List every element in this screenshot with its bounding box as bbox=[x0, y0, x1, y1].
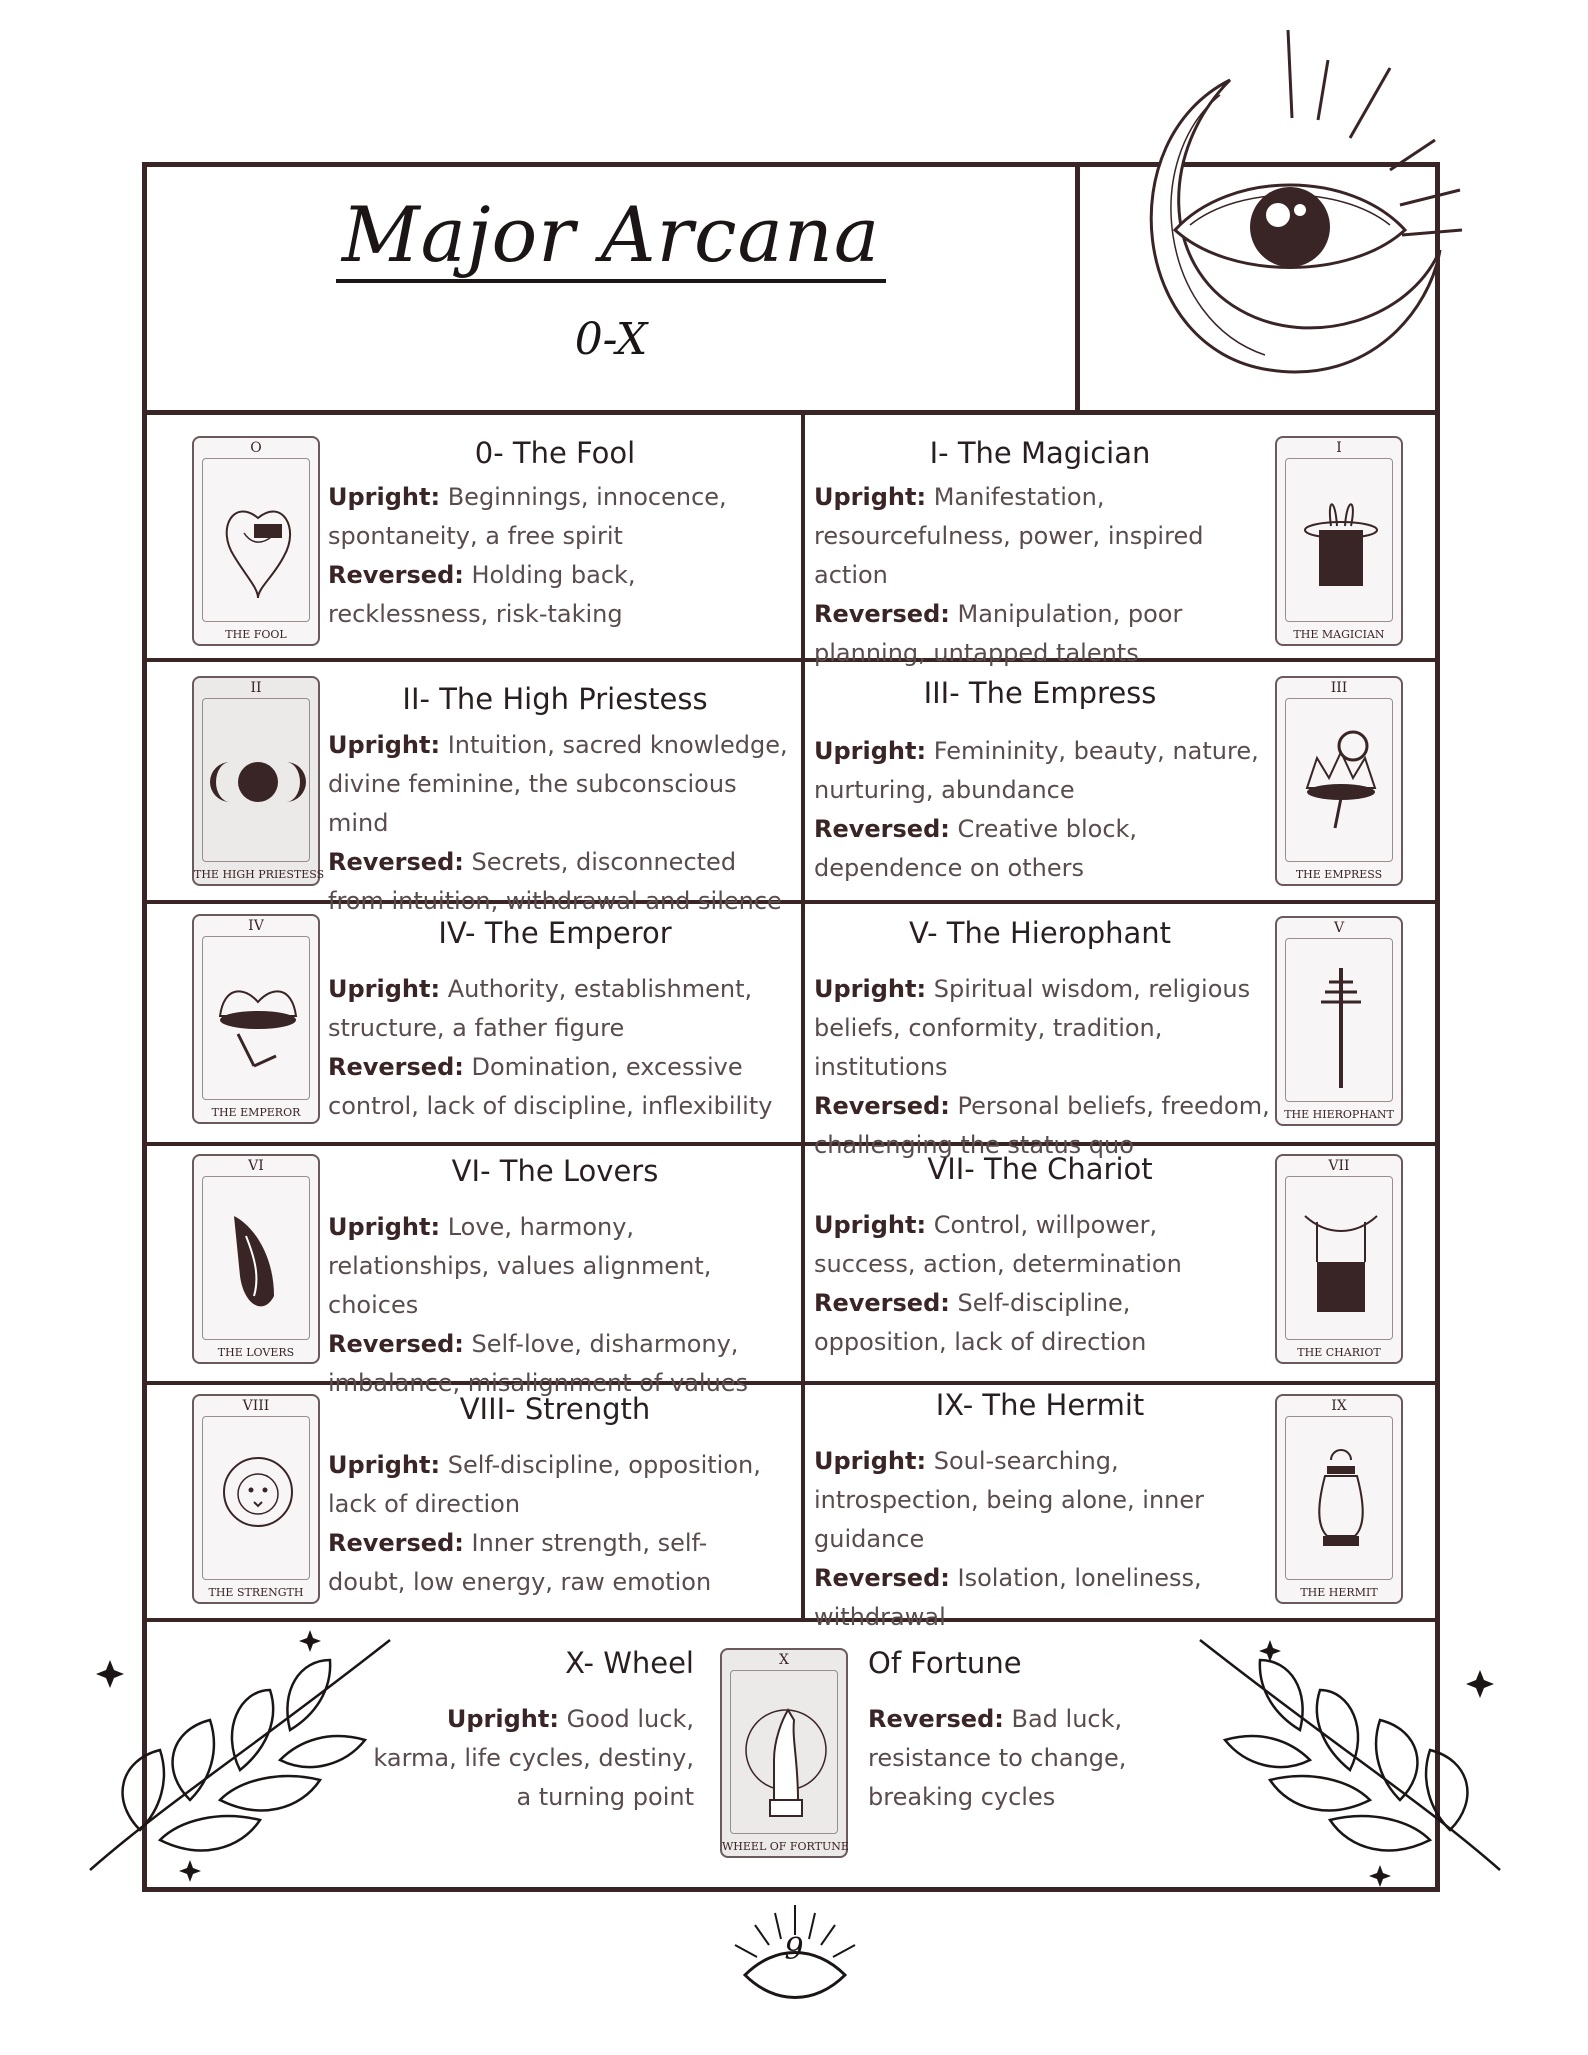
card-description: Upright: Love, harmony, relationships, values alignment, choices Reversed: Self-love, disharmony, imbalance, misalignment of values bbox=[328, 1213, 749, 1397]
tarot-card-strength: VIII THE STRENGTH bbox=[192, 1394, 320, 1604]
card-title: I- The Magician bbox=[929, 436, 1151, 470]
tarot-card-hermit: IX THE HERMIT bbox=[1275, 1394, 1403, 1604]
page-subtitle: 0-X bbox=[574, 314, 648, 365]
chariot-icon bbox=[1277, 1156, 1405, 1366]
card-title: III- The Empress bbox=[923, 676, 1157, 710]
tarot-card-emperor: IV THE EMPEROR bbox=[192, 914, 320, 1124]
wheel-hand-icon bbox=[722, 1650, 850, 1860]
card-description: Upright: Authority, establishment, structure, a father figure Reversed: Domination, excessive control, lack of discipline, inflexibility bbox=[328, 975, 773, 1120]
tarot-card-empress: III THE EMPRESS bbox=[1275, 676, 1403, 886]
hands-icon bbox=[194, 1156, 322, 1366]
card-title: IX- The Hermit bbox=[935, 1388, 1145, 1422]
heart-icon bbox=[194, 438, 322, 648]
card-title-left: X- Wheel bbox=[565, 1646, 694, 1680]
tarot-card-fool: O THE FOOL bbox=[192, 436, 320, 646]
page-title: Major Arcana bbox=[142, 190, 1080, 279]
card-title: VI- The Lovers bbox=[451, 1154, 659, 1188]
triple-moon-icon bbox=[194, 678, 322, 888]
card-description: Upright: Control, willpower, success, action, determination Reversed: Self-discipline, opposition, lack of direction bbox=[814, 1211, 1182, 1356]
page-number: 9 bbox=[784, 1932, 804, 1967]
card-description: Upright: Intuition, sacred knowledge, divine feminine, the subconscious mind Reversed: Secrets, disconnected from intuition, withdrawal and silence bbox=[328, 731, 788, 915]
card-title-right: Of Fortune bbox=[868, 1646, 1022, 1680]
tarot-card-chariot: VII THE CHARIOT bbox=[1275, 1154, 1403, 1364]
tarot-card-hierophant: V THE HIEROPHANT bbox=[1275, 916, 1403, 1126]
card-title: IV- The Emperor bbox=[438, 916, 672, 950]
page-header bbox=[142, 162, 1080, 412]
crown-icon bbox=[1277, 678, 1405, 888]
tarot-card-wheel-of-fortune: X WHEEL OF FORTUNE bbox=[720, 1648, 848, 1858]
crown-icon bbox=[194, 916, 322, 1126]
card-title: VIII- Strength bbox=[459, 1392, 651, 1426]
card-title: V- The Hierophant bbox=[908, 916, 1172, 950]
tarot-card-magician: I THE MAGICIAN bbox=[1275, 436, 1403, 646]
lion-icon bbox=[194, 1396, 322, 1606]
wheel-upright: Upright: Good luck, karma, life cycles, destiny, a turning point bbox=[373, 1705, 694, 1811]
card-description: Upright: Soul-searching, introspection, being alone, inner guidance Reversed: Isolation, loneliness, withdrawal bbox=[814, 1447, 1204, 1631]
moon-eye-icon bbox=[1070, 20, 1490, 420]
column-divider bbox=[801, 412, 805, 1620]
card-title: II- The High Priestess bbox=[402, 682, 708, 716]
leaf-branch-right-icon bbox=[1180, 1600, 1520, 1900]
card-description: Upright: Manifestation, resourcefulness, power, inspired action Reversed: Manipulation, poor planning, untapped talents bbox=[814, 483, 1204, 667]
card-title: VII- The Chariot bbox=[927, 1152, 1153, 1186]
card-title: 0- The Fool bbox=[474, 436, 636, 470]
card-description: Upright: Self-discipline, opposition, lack of direction Reversed: Inner strength, self-doubt, low energy, raw emotion bbox=[328, 1451, 761, 1596]
card-description: Upright: Femininity, beauty, nature, nurturing, abundance Reversed: Creative block, dependence on others bbox=[814, 737, 1259, 882]
tarot-card-high-priestess: II THE HIGH PRIESTESS bbox=[192, 676, 320, 886]
top-hat-icon bbox=[1277, 438, 1405, 648]
staff-icon bbox=[1277, 918, 1405, 1128]
leaf-branch-left-icon bbox=[70, 1600, 410, 1900]
card-description: Upright: Spiritual wisdom, religious beliefs, conformity, tradition, institutions Reversed: Personal beliefs, freedom, challenging the status quo bbox=[814, 975, 1270, 1159]
card-description: Upright: Beginnings, innocence, spontaneity, a free spirit Reversed: Holding back, recklessness, risk-taking bbox=[328, 483, 727, 628]
tarot-card-lovers: VI THE LOVERS bbox=[192, 1154, 320, 1364]
lantern-icon bbox=[1277, 1396, 1405, 1606]
wheel-reversed: Reversed: Bad luck, resistance to change, breaking cycles bbox=[868, 1705, 1127, 1811]
